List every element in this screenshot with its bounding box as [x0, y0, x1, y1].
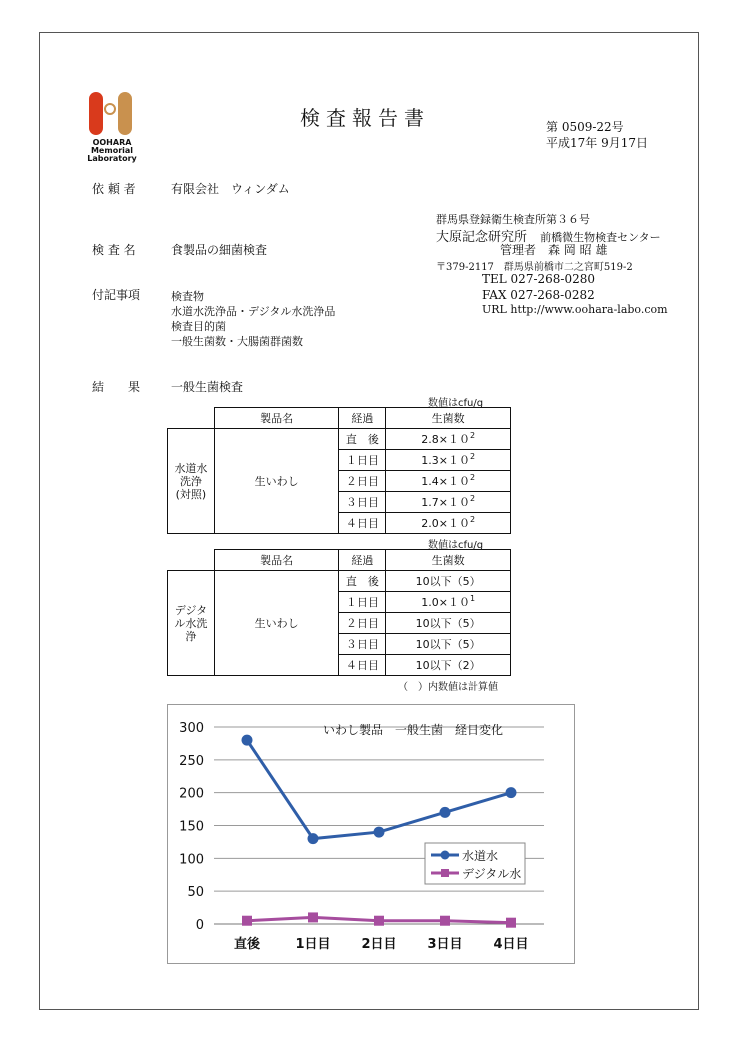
time-cell: ３日目 [339, 634, 386, 655]
lab-url: URL http://www.oohara-labo.com [482, 303, 668, 316]
group-cell [168, 429, 215, 534]
product-cell: 生いわし [214, 429, 339, 534]
count-value: 10以下（5） [415, 575, 481, 588]
data-point [374, 827, 385, 838]
document-number: 第 0509-22号 [546, 120, 624, 134]
count-cell [386, 513, 511, 534]
client-label: 依 頼 者 [92, 182, 136, 196]
data-point [308, 833, 319, 844]
count-cell [386, 429, 511, 450]
legend-marker [441, 851, 450, 860]
y-tick-label: 150 [179, 819, 204, 835]
logo-left-bar [89, 92, 103, 135]
chart-title: いわし製品 一般生菌 経日変化 [322, 723, 504, 737]
count-cell [386, 634, 511, 655]
count-cell [386, 613, 511, 634]
data-point [440, 807, 451, 818]
count-exponent: 2 [469, 494, 476, 503]
table-header-row [168, 408, 511, 429]
count-value: 1.3×１０ [421, 454, 470, 467]
data-point [374, 916, 384, 926]
y-tick-label: 200 [179, 786, 204, 802]
results-subtitle: 一般生菌検査 [171, 380, 244, 394]
lab-org-branch: 前橋微生物検査センター [540, 231, 661, 244]
time-cell: ４日目 [339, 513, 386, 534]
legend-marker [441, 869, 449, 877]
count-value: 10以下（2） [415, 659, 481, 672]
count-exponent: 2 [469, 473, 476, 482]
notes-line-2: 水道水洗浄品・デジタル水洗浄品 [171, 305, 336, 318]
count-value: 1.4×１０ [421, 475, 470, 488]
lab-fax: FAX 027-268-0282 [482, 288, 595, 302]
notes-line-4: 一般生菌数・大腸菌群菌数 [171, 335, 303, 348]
data-point [308, 912, 318, 922]
table2-unit: 数値はcfu/g [428, 540, 484, 551]
data-point [506, 918, 516, 928]
count-exponent: 2 [469, 431, 476, 440]
header-elapsed: 経過 [339, 408, 386, 429]
x-tick-label: 1日目 [295, 937, 331, 952]
lab-registration: 群馬県登録衛生検査所第３６号 [436, 213, 590, 226]
data-point [242, 916, 252, 926]
y-tick-label: 250 [179, 753, 204, 769]
line-chart [167, 704, 575, 964]
count-value: 1.0×１０ [421, 596, 470, 609]
count-value: 2.0×１０ [421, 517, 470, 530]
x-tick-label: 2日目 [361, 937, 397, 952]
group-cell [168, 571, 215, 676]
count-cell [386, 450, 511, 471]
count-cell [386, 492, 511, 513]
notes-line-1: 検査物 [171, 290, 204, 303]
notes-label: 付記事項 [92, 288, 141, 302]
count-cell [386, 655, 511, 676]
results-label: 結 果 [92, 380, 141, 394]
table1-unit: 数値はcfu/g [428, 398, 484, 409]
table-corner [168, 408, 215, 429]
legend-label: 水道水 [462, 849, 499, 863]
data-point [242, 735, 253, 746]
legend-label: デジタル水 [462, 867, 522, 881]
header-product: 製品名 [214, 550, 339, 571]
time-cell: ３日目 [339, 492, 386, 513]
table-corner [168, 550, 215, 571]
time-cell: ４日目 [339, 655, 386, 676]
logo-center-ring [104, 103, 116, 115]
x-tick-label: 直後 [233, 937, 261, 952]
table-row [168, 429, 511, 450]
count-value: 10以下（5） [415, 638, 481, 651]
time-cell: ２日目 [339, 471, 386, 492]
data-point [506, 787, 517, 798]
product-cell: 生いわし [214, 571, 339, 676]
table-header-row [168, 550, 511, 571]
count-value: 2.8×１０ [421, 433, 470, 446]
lab-address: 〒379-2117 群馬県前橋市二之宮町519-2 [436, 262, 633, 273]
count-cell [386, 571, 511, 592]
logo-line-1: OOHARA [92, 138, 132, 147]
time-cell: 直 後 [339, 429, 386, 450]
group-label: 水道水 洗浄 (対照) [174, 461, 208, 501]
count-value: 10以下（5） [415, 617, 481, 630]
logo-right-bar [118, 92, 132, 135]
table-row [168, 571, 511, 592]
logo-line-2: Memorial [90, 146, 134, 155]
lab-org-name: 大原記念研究所 [436, 230, 528, 245]
notes-line-3: 検査目的菌 [171, 320, 226, 333]
page-title: 検査報告書 [300, 106, 430, 130]
table2-footnote: （ ）内数値は計算値 [398, 682, 498, 693]
count-exponent: 2 [469, 452, 476, 461]
lab-manager: 管理者 森 岡 昭 雄 [500, 243, 608, 257]
client-value: 有限会社 ウィンダム [171, 182, 290, 196]
time-cell: 直 後 [339, 571, 386, 592]
y-tick-label: 300 [179, 721, 204, 736]
count-cell [386, 592, 511, 613]
count-exponent: 2 [469, 515, 476, 524]
header-elapsed: 経過 [339, 550, 386, 571]
report-date: 平成17年 9月17日 [546, 136, 648, 150]
y-tick-label: 100 [179, 852, 204, 868]
count-value: 1.7×１０ [421, 496, 470, 509]
results-table-digital-water [167, 549, 511, 676]
header-product: 製品名 [214, 408, 339, 429]
series-line [247, 740, 511, 838]
data-point [440, 916, 450, 926]
header-count: 生菌数 [386, 408, 511, 429]
y-tick-label: 0 [195, 918, 204, 933]
chart-svg [168, 705, 574, 963]
time-cell: １日目 [339, 450, 386, 471]
header-count: 生菌数 [386, 550, 511, 571]
count-exponent: 1 [469, 594, 476, 603]
y-tick-label: 50 [187, 885, 204, 901]
time-cell: ２日目 [339, 613, 386, 634]
results-table-tap-water [167, 407, 511, 534]
x-tick-label: 4日目 [493, 937, 529, 952]
lab-tel: TEL 027-268-0280 [482, 272, 596, 286]
test-label: 検 査 名 [92, 243, 136, 257]
group-label: デジタ ル水洗 浄 [174, 603, 208, 643]
test-value: 食製品の細菌検査 [171, 243, 268, 257]
x-tick-label: 3日目 [427, 937, 463, 952]
logo-line-3: Laboratory [87, 154, 137, 163]
time-cell: １日目 [339, 592, 386, 613]
count-cell [386, 471, 511, 492]
